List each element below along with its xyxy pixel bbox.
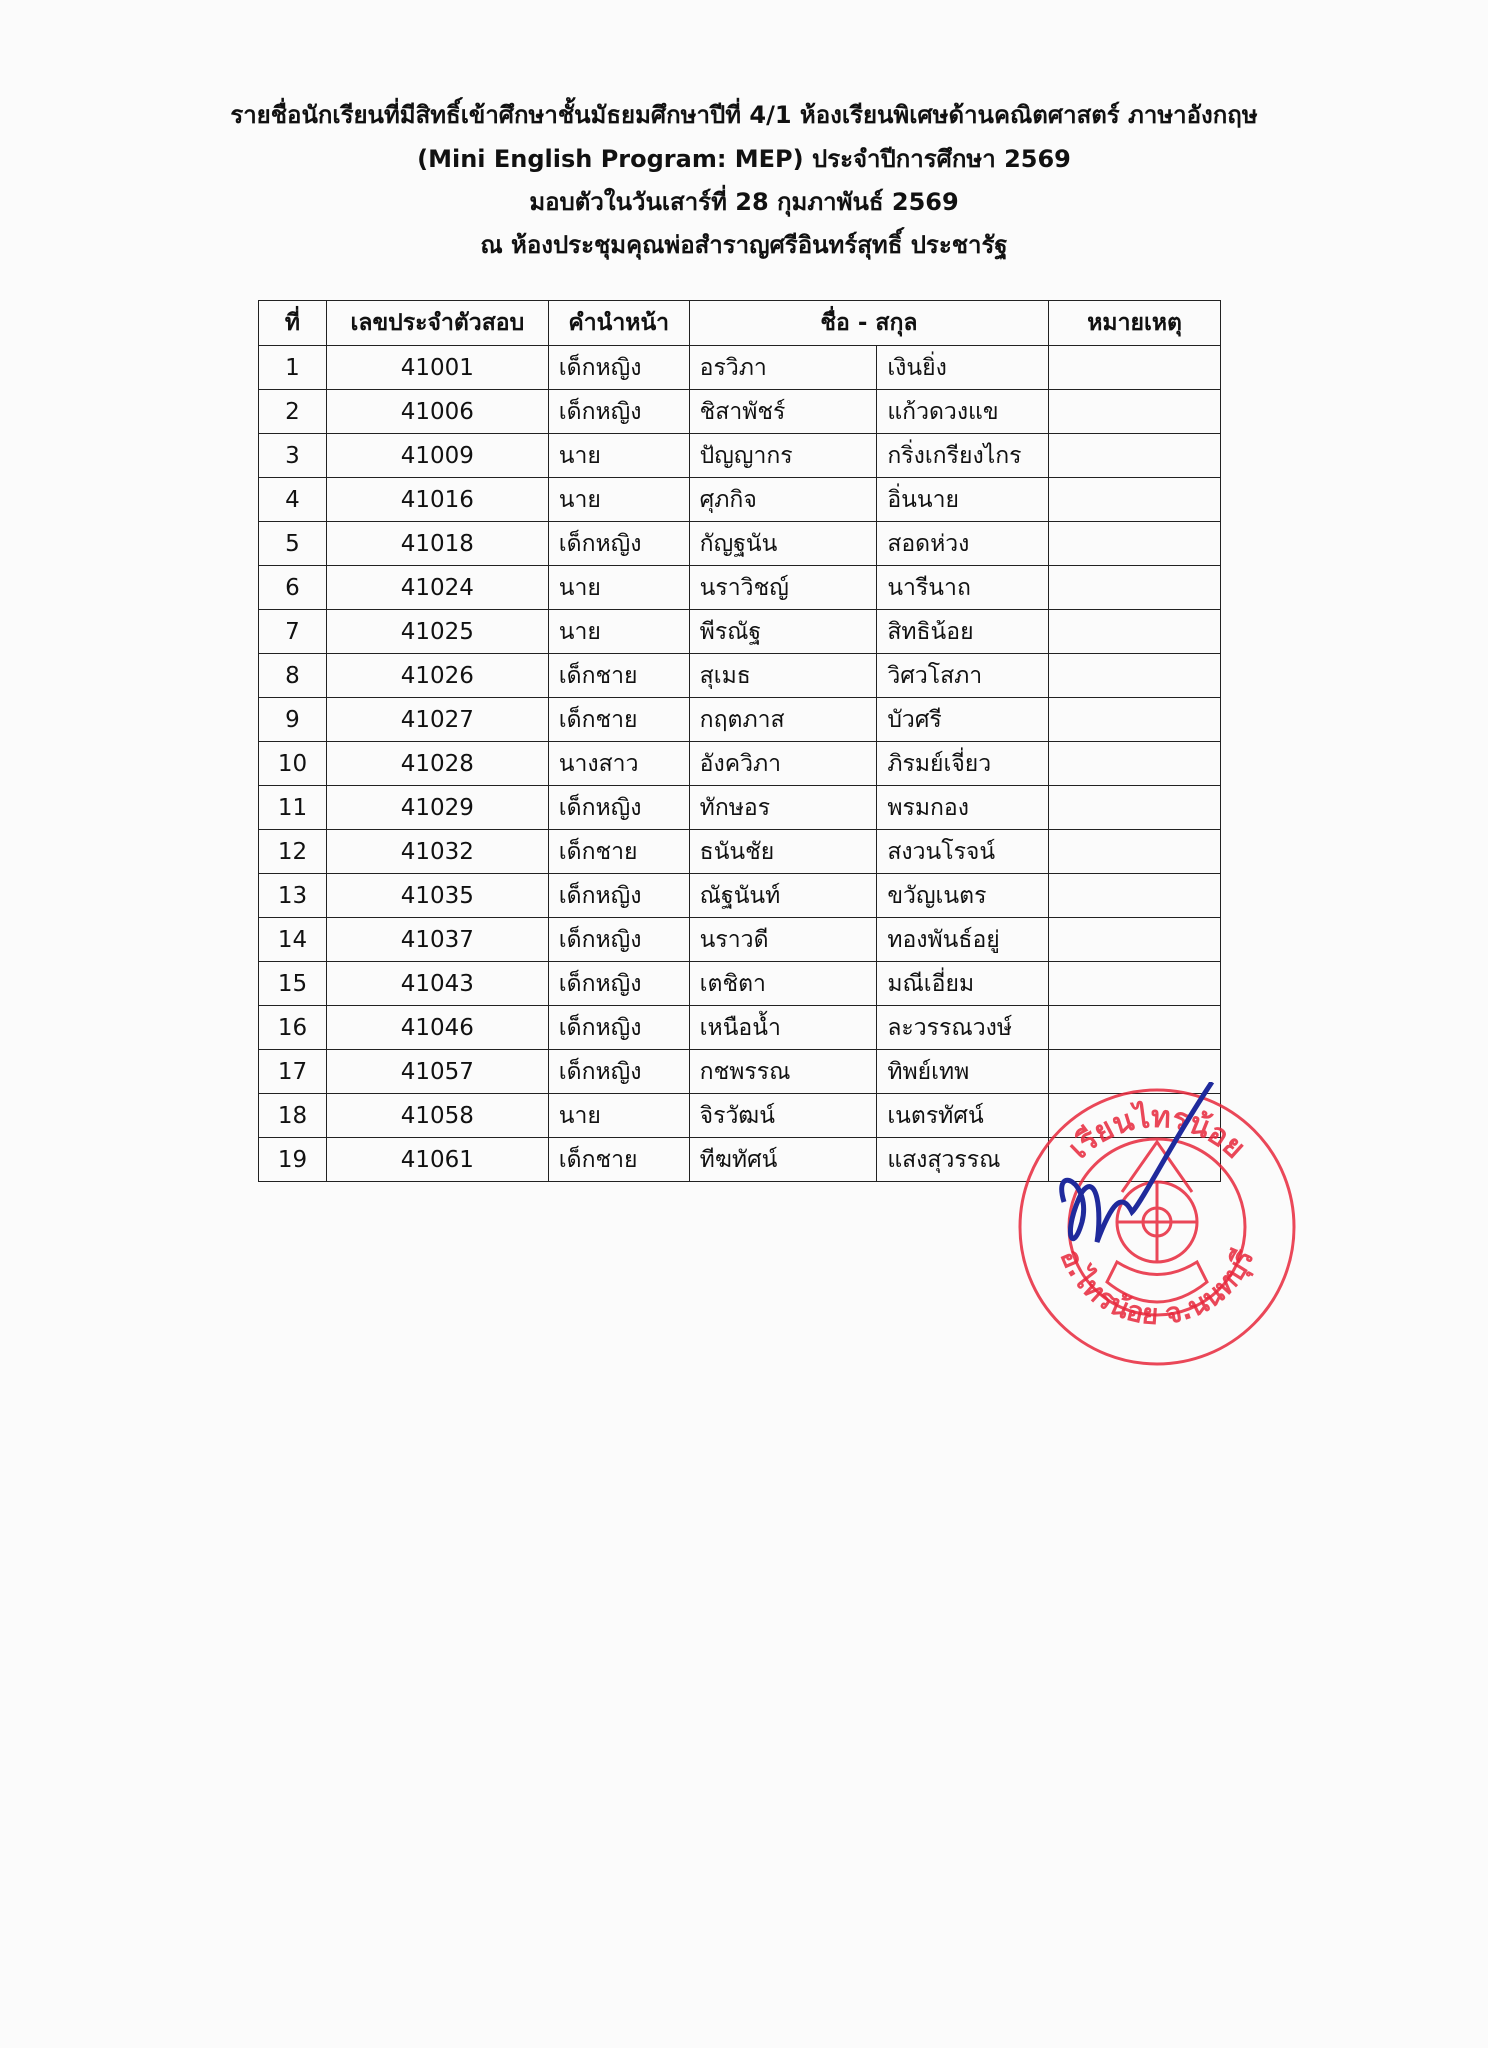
remark xyxy=(1049,874,1221,918)
last-name: ละวรรณวงษ์ xyxy=(877,1006,1049,1050)
table-row xyxy=(259,698,1221,742)
row-no: 2 xyxy=(259,390,327,434)
last-name: สอดห่วง xyxy=(877,522,1049,566)
prefix: เด็กหญิง xyxy=(548,522,689,566)
last-name: มณีเอี่ยม xyxy=(877,962,1049,1006)
remark xyxy=(1049,830,1221,874)
exam-id: 41061 xyxy=(326,1138,548,1182)
row-no: 17 xyxy=(259,1050,327,1094)
last-name: แก้วดวงแข xyxy=(877,390,1049,434)
table-row xyxy=(259,874,1221,918)
exam-id: 41009 xyxy=(326,434,548,478)
header-exam-id: เลขประจำตัวสอบ xyxy=(326,301,548,346)
first-name: พีรณัฐ xyxy=(689,610,877,654)
table-row xyxy=(259,610,1221,654)
table-row xyxy=(259,566,1221,610)
prefix: เด็กชาย xyxy=(548,698,689,742)
exam-id: 41027 xyxy=(326,698,548,742)
table-row xyxy=(259,742,1221,786)
row-no: 15 xyxy=(259,962,327,1006)
last-name: ทองพันธ์อยู่ xyxy=(877,918,1049,962)
last-name: บัวศรี xyxy=(877,698,1049,742)
header-prefix: คำนำหน้า xyxy=(548,301,689,346)
last-name: ขวัญเนตร xyxy=(877,874,1049,918)
first-name: กฤตภาส xyxy=(689,698,877,742)
first-name: ณัฐนันท์ xyxy=(689,874,877,918)
table-row xyxy=(259,918,1221,962)
exam-id: 41001 xyxy=(326,346,548,390)
table-row xyxy=(259,390,1221,434)
first-name: นราวิชญ์ xyxy=(689,566,877,610)
last-name: กริ่งเกรียงไกร xyxy=(877,434,1049,478)
row-no: 19 xyxy=(259,1138,327,1182)
table-row xyxy=(259,434,1221,478)
row-no: 18 xyxy=(259,1094,327,1138)
exam-id: 41046 xyxy=(326,1006,548,1050)
table-row xyxy=(259,830,1221,874)
remark xyxy=(1049,786,1221,830)
table-row xyxy=(259,786,1221,830)
prefix: เด็กชาย xyxy=(548,830,689,874)
last-name: ภิรมย์เจี่ยว xyxy=(877,742,1049,786)
prefix: นางสาว xyxy=(548,742,689,786)
table-row xyxy=(259,478,1221,522)
prefix: เด็กชาย xyxy=(548,1138,689,1182)
remark xyxy=(1049,610,1221,654)
row-no: 8 xyxy=(259,654,327,698)
student-table xyxy=(258,300,1221,1182)
remark xyxy=(1049,434,1221,478)
prefix: เด็กชาย xyxy=(548,654,689,698)
first-name: ศุภกิจ xyxy=(689,478,877,522)
prefix: นาย xyxy=(548,566,689,610)
row-no: 5 xyxy=(259,522,327,566)
last-name: แสงสุวรรณ xyxy=(877,1138,1049,1182)
prefix: นาย xyxy=(548,1094,689,1138)
prefix: เด็กหญิง xyxy=(548,918,689,962)
row-no: 16 xyxy=(259,1006,327,1050)
table-row xyxy=(259,654,1221,698)
header-name: ชื่อ - สกุล xyxy=(689,301,1049,346)
row-no: 9 xyxy=(259,698,327,742)
prefix: เด็กหญิง xyxy=(548,786,689,830)
table-row xyxy=(259,346,1221,390)
exam-id: 41026 xyxy=(326,654,548,698)
remark xyxy=(1049,346,1221,390)
prefix: เด็กหญิง xyxy=(548,390,689,434)
last-name: เงินยิ่ง xyxy=(877,346,1049,390)
exam-id: 41032 xyxy=(326,830,548,874)
remark xyxy=(1049,390,1221,434)
last-name: นารีนาถ xyxy=(877,566,1049,610)
first-name: อรวิภา xyxy=(689,346,877,390)
last-name: สิทธิน้อย xyxy=(877,610,1049,654)
row-no: 12 xyxy=(259,830,327,874)
exam-id: 41029 xyxy=(326,786,548,830)
title-line-2: (Mini English Program: MEP) ประจำปีการศึกษา 2569 xyxy=(417,145,1071,173)
last-name: เนตรทัศน์ xyxy=(877,1094,1049,1138)
remark xyxy=(1049,566,1221,610)
header-remark: หมายเหตุ xyxy=(1049,301,1221,346)
row-no: 1 xyxy=(259,346,327,390)
school-seal-stamp xyxy=(1012,1082,1302,1372)
title-line-1: รายชื่อนักเรียนที่มีสิทธิ์เข้าศึกษาชั้นมัธยมศึกษาปีที่ 4/1 ห้องเรียนพิเศษด้านคณิตศาสตร์ ภาษาอังกฤษ xyxy=(230,101,1258,129)
first-name: เตชิตา xyxy=(689,962,877,1006)
exam-id: 41025 xyxy=(326,610,548,654)
remark xyxy=(1049,522,1221,566)
remark xyxy=(1049,962,1221,1006)
last-name: วิศวโสภา xyxy=(877,654,1049,698)
remark xyxy=(1049,1006,1221,1050)
remark xyxy=(1049,654,1221,698)
first-name: นราวดี xyxy=(689,918,877,962)
exam-id: 41028 xyxy=(326,742,548,786)
table-row xyxy=(259,962,1221,1006)
remark xyxy=(1049,698,1221,742)
table-header-row xyxy=(259,301,1221,346)
row-no: 4 xyxy=(259,478,327,522)
last-name: พรมกอง xyxy=(877,786,1049,830)
prefix: เด็กหญิง xyxy=(548,1006,689,1050)
title-line-4: ณ ห้องประชุมคุณพ่อสำราญศรีอินทร์สุทธิ์ ประชารัฐ xyxy=(480,231,1008,259)
row-no: 7 xyxy=(259,610,327,654)
exam-id: 41006 xyxy=(326,390,548,434)
first-name: ทักษอร xyxy=(689,786,877,830)
row-no: 14 xyxy=(259,918,327,962)
prefix: นาย xyxy=(548,478,689,522)
exam-id: 41016 xyxy=(326,478,548,522)
first-name: กชพรรณ xyxy=(689,1050,877,1094)
first-name: จิรวัฒน์ xyxy=(689,1094,877,1138)
row-no: 11 xyxy=(259,786,327,830)
last-name: อิ่นนาย xyxy=(877,478,1049,522)
first-name: ธนันชัย xyxy=(689,830,877,874)
remark xyxy=(1049,918,1221,962)
prefix: เด็กหญิง xyxy=(548,962,689,1006)
prefix: เด็กหญิง xyxy=(548,1050,689,1094)
first-name: ชิสาพัชร์ xyxy=(689,390,877,434)
remark xyxy=(1049,478,1221,522)
row-no: 3 xyxy=(259,434,327,478)
row-no: 10 xyxy=(259,742,327,786)
exam-id: 41037 xyxy=(326,918,548,962)
header-no: ที่ xyxy=(259,301,327,346)
exam-id: 41043 xyxy=(326,962,548,1006)
table-row xyxy=(259,522,1221,566)
stamp-top-text: เรียนไทรน้อย xyxy=(1061,1099,1252,1166)
first-name: อังควิภา xyxy=(689,742,877,786)
first-name: ทีฆทัศน์ xyxy=(689,1138,877,1182)
prefix: นาย xyxy=(548,610,689,654)
prefix: เด็กหญิง xyxy=(548,346,689,390)
prefix: นาย xyxy=(548,434,689,478)
title-line-3: มอบตัวในวันเสาร์ที่ 28 กุมภาพันธ์ 2569 xyxy=(529,188,959,216)
remark xyxy=(1049,742,1221,786)
table-row xyxy=(259,1006,1221,1050)
row-no: 6 xyxy=(259,566,327,610)
first-name: เหนือน้ำ xyxy=(689,1006,877,1050)
exam-id: 41058 xyxy=(326,1094,548,1138)
row-no: 13 xyxy=(259,874,327,918)
first-name: กัญฐนัน xyxy=(689,522,877,566)
exam-id: 41057 xyxy=(326,1050,548,1094)
first-name: ปัญญากร xyxy=(689,434,877,478)
first-name: สุเมธ xyxy=(689,654,877,698)
exam-id: 41024 xyxy=(326,566,548,610)
exam-id: 41018 xyxy=(326,522,548,566)
last-name: สงวนโรจน์ xyxy=(877,830,1049,874)
last-name: ทิพย์เทพ xyxy=(877,1050,1049,1094)
stamp-bottom-text: อ.ไทรน้อย จ.นนทบุรี xyxy=(1053,1244,1261,1332)
prefix: เด็กหญิง xyxy=(548,874,689,918)
exam-id: 41035 xyxy=(326,874,548,918)
